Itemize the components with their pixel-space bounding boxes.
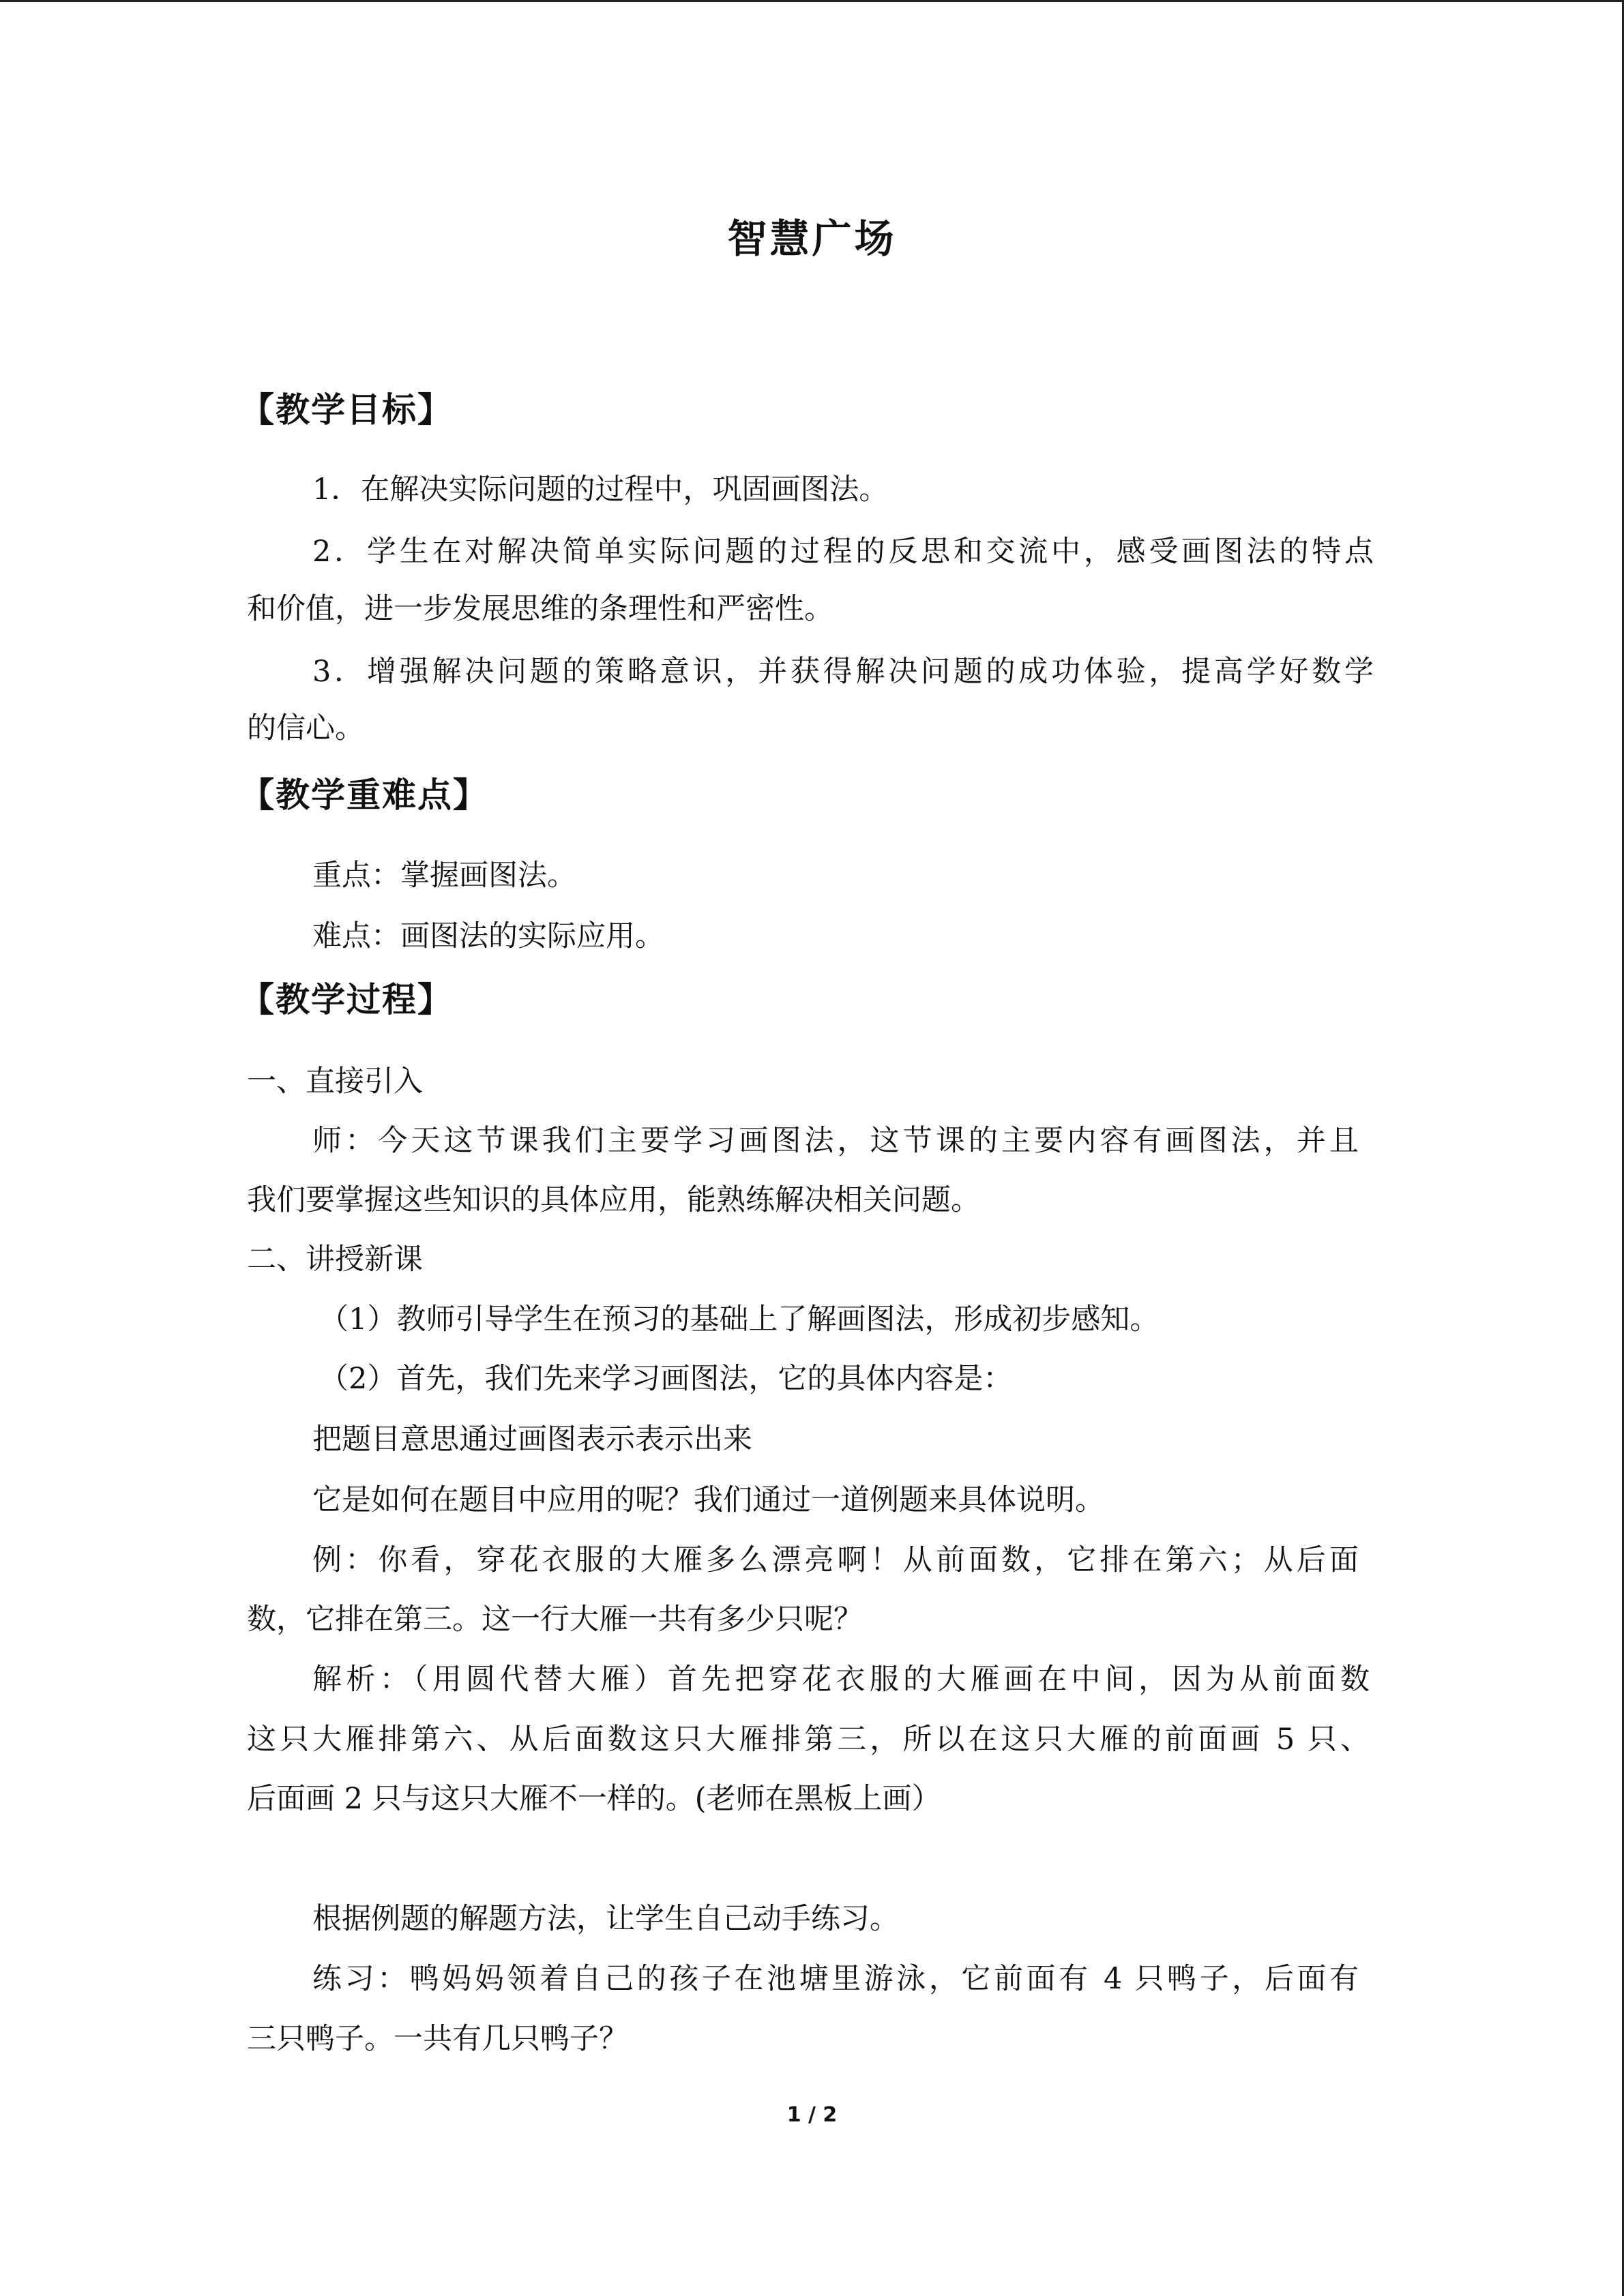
heading-process: 【教学过程】 [240, 980, 453, 1019]
page-number: 1 / 2 [786, 2103, 838, 2127]
objective-item-3-line-2: 的信心。 [247, 711, 364, 745]
process-definition: 把题目意思通过画图表示表示出来 [312, 1422, 752, 1457]
key-point-focus: 重点：掌握画图法。 [312, 859, 576, 893]
analysis-line-1: 解析：（用圆代替大雁）首先把穿花衣服的大雁画在中间，因为从前面数 [312, 1663, 1370, 1697]
process-part-1-line-2: 我们要掌握这些知识的具体应用，能熟练解决相关问题。 [247, 1183, 980, 1217]
practice-intro: 根据例题的解题方法，让学生自己动手练习。 [312, 1902, 899, 1936]
example-line-2: 数，它排在第三。这一行大雁一共有多少只呢？ [247, 1602, 863, 1637]
page-border-top [0, 0, 1624, 2]
process-part-1-title: 一、直接引入 [247, 1064, 423, 1099]
process-part-1-line-1: 师：今天这节课我们主要学习画图法，这节课的主要内容有画图法，并且 [312, 1124, 1359, 1158]
process-step-1: （1）教师引导学生在预习的基础上了解画图法，形成初步感知。 [319, 1302, 1160, 1337]
document-title: 智慧广场 [727, 215, 897, 262]
process-question: 它是如何在题目中应用的呢？我们通过一道例题来具体说明。 [312, 1483, 1104, 1517]
objective-item-2-line-2: 和价值，进一步发展思维的条理性和严密性。 [247, 592, 833, 626]
heading-objectives: 【教学目标】 [240, 390, 453, 430]
practice-line-1: 练习：鸭妈妈领着自己的孩子在池塘里游泳，它前面有 4 只鸭子，后面有 [312, 1962, 1359, 1996]
practice-line-2: 三只鸭子。一共有几只鸭子？ [247, 2022, 628, 2056]
objective-item-2-line-1: 2．学生在对解决简单实际问题的过程的反思和交流中，感受画图法的特点 [312, 535, 1374, 569]
example-line-1: 例：你看，穿花衣服的大雁多么漂亮啊！从前面数，它排在第六；从后面 [312, 1543, 1359, 1577]
process-step-2: （2）首先，我们先来学习画图法，它的具体内容是： [319, 1362, 1013, 1396]
key-point-difficulty: 难点：画图法的实际应用。 [312, 919, 664, 953]
analysis-line-2: 这只大雁排第六、从后面数这只大雁排第三，所以在这只大雁的前面画 5 只、 [247, 1723, 1370, 1757]
objective-item-3-line-1: 3．增强解决问题的策略意识，并获得解决问题的成功体验，提高学好数学 [312, 655, 1374, 689]
objective-item-1: 1．在解决实际问题的过程中，巩固画图法。 [312, 473, 889, 507]
process-part-2-title: 二、讲授新课 [247, 1242, 423, 1277]
analysis-line-3: 后面画 2 只与这只大雁不一样的。(老师在黑板上画） [247, 1782, 941, 1816]
heading-key-points: 【教学重难点】 [240, 775, 488, 815]
